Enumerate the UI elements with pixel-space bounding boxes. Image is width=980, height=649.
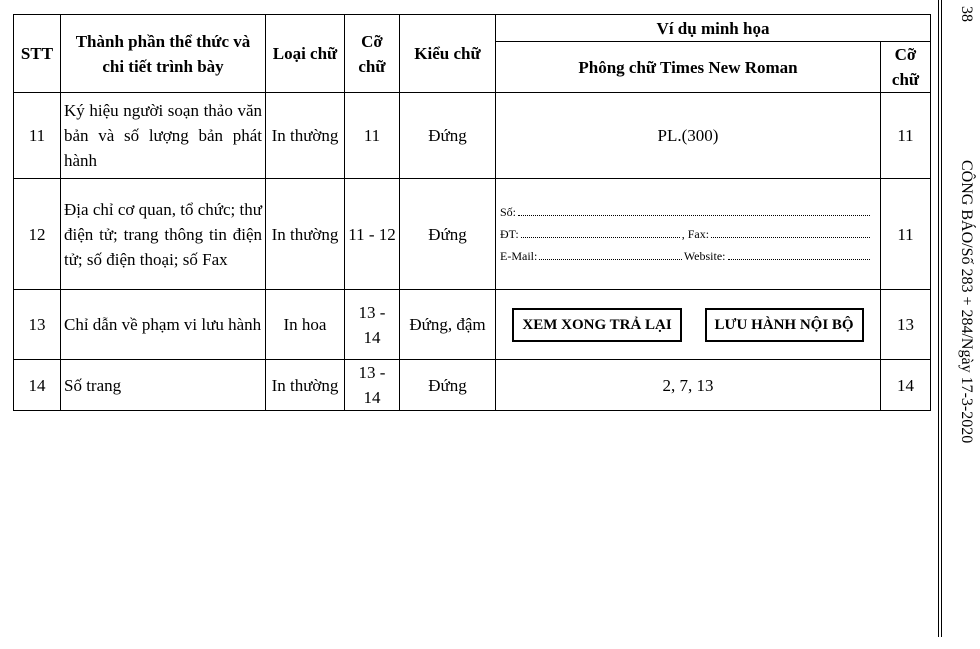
contact-website-label: Website: [683, 249, 726, 263]
row-example-size: 11 [881, 179, 931, 290]
row-font-size: 11 [345, 93, 400, 179]
row-font-size: 11 - 12 [345, 179, 400, 290]
margin-rule [941, 0, 942, 637]
row-font-style: Đứng [400, 93, 496, 179]
page-margin [930, 0, 980, 649]
header-example-group: Ví dụ minh họa [496, 15, 931, 42]
row-example: PL.(300) [496, 93, 881, 179]
header-example-font: Phông chữ Times New Roman [496, 42, 881, 93]
row-example-size: 11 [881, 93, 931, 179]
row-example-contact [496, 179, 881, 290]
header-stt: STT [14, 15, 61, 93]
row-stt: 14 [14, 360, 61, 411]
gazette-header: CÔNG BÁO/Số 283 + 284/Ngày 17-3-2020 [958, 160, 975, 444]
page-number: 38 [958, 6, 975, 22]
row-component: Địa chỉ cơ quan, tổ chức; thư điện tử; trang thông tin điện tử; số điện thoại; số Fax [61, 179, 266, 290]
table-row [14, 290, 931, 360]
row-component: Số trang [61, 360, 266, 411]
header-example-size: Cỡ chữ [881, 42, 931, 93]
row-component: Chỉ dẫn về phạm vi lưu hành [61, 290, 266, 360]
row-font-style: Đứng [400, 179, 496, 290]
row-example-size: 13 [881, 290, 931, 360]
header-font-size: Cỡ chữ [345, 15, 400, 93]
stamp-internal-circulation: LƯU HÀNH NỘI BỘ [705, 308, 864, 342]
row-example-size: 14 [881, 360, 931, 411]
table-row [14, 360, 931, 411]
contact-phone-fax-line [500, 226, 872, 242]
table-row [14, 179, 931, 290]
contact-email-web-line [500, 248, 872, 264]
row-font-type: In hoa [266, 290, 345, 360]
row-font-type: In thường [266, 93, 345, 179]
row-stt: 12 [14, 179, 61, 290]
row-example-stamps [496, 290, 881, 360]
row-font-style: Đứng [400, 360, 496, 411]
row-stt: 13 [14, 290, 61, 360]
stamp-return-after-reading: XEM XONG TRẢ LẠI [512, 308, 681, 342]
margin-rule [938, 0, 939, 637]
header-font-style: Kiểu chữ [400, 15, 496, 93]
row-font-size: 13 - 14 [345, 360, 400, 411]
table-row [14, 93, 931, 179]
contact-so-label: Số: [500, 205, 517, 219]
contact-phone-label: ĐT: [500, 227, 519, 241]
row-example: 2, 7, 13 [496, 360, 881, 411]
row-font-style: Đứng, đậm [400, 290, 496, 360]
contact-email-label: E-Mail: [500, 249, 538, 263]
format-spec-table [13, 14, 931, 411]
contact-so-line [500, 204, 872, 220]
contact-fax-label: , Fax: [681, 227, 710, 241]
row-font-size: 13 - 14 [345, 290, 400, 360]
row-font-type: In thường [266, 179, 345, 290]
row-font-type: In thường [266, 360, 345, 411]
row-component: Ký hiệu người soạn thảo văn bản và số lượng bản phát hành [61, 93, 266, 179]
header-font-type: Loại chữ [266, 15, 345, 93]
header-component: Thành phần thể thức và chi tiết trình bày [61, 15, 266, 93]
row-stt: 11 [14, 93, 61, 179]
